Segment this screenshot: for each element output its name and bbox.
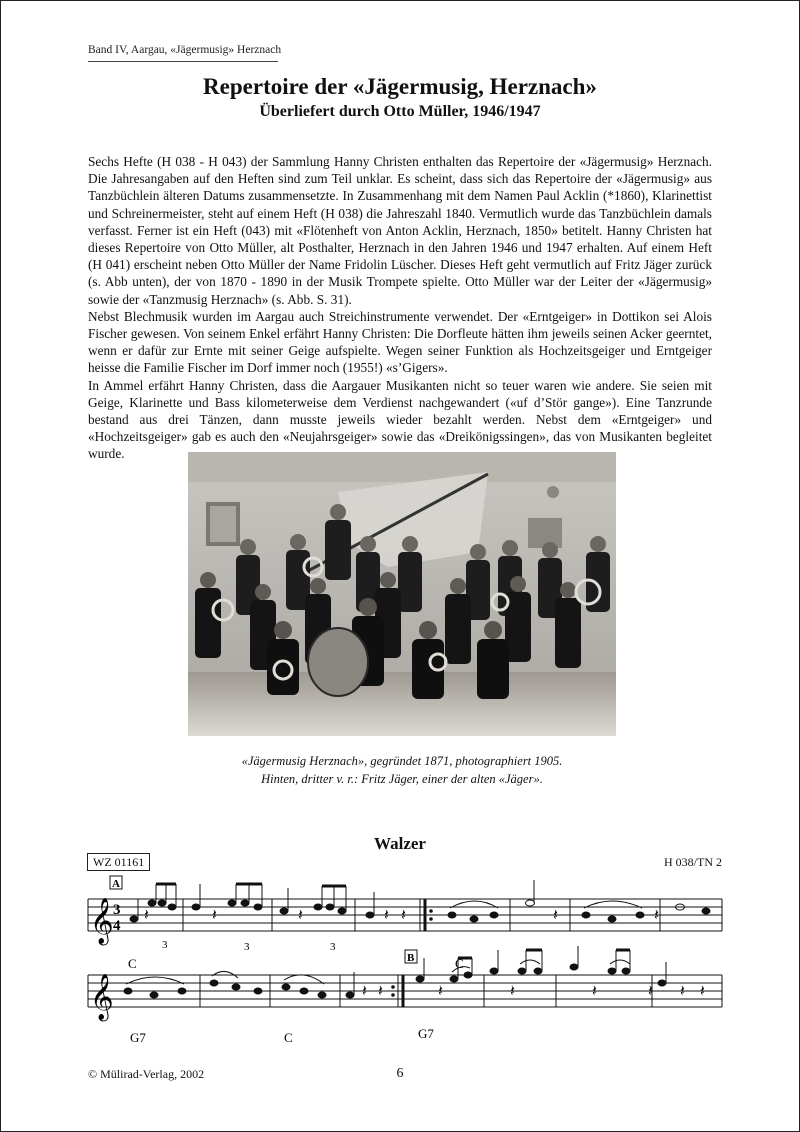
treble-clef-icon: 𝄞 <box>90 898 114 943</box>
svg-text:𝄽: 𝄽 <box>553 907 558 924</box>
chord-symbol: G7 <box>130 1030 146 1045</box>
svg-text:𝄽: 𝄽 <box>384 907 389 924</box>
svg-text:𝄽: 𝄽 <box>212 907 217 924</box>
notes-2 <box>124 946 666 998</box>
music-score <box>0 870 800 1045</box>
svg-text:𝄽: 𝄽 <box>144 907 149 924</box>
body-text <box>88 153 712 463</box>
chord-symbol: C <box>284 1030 293 1045</box>
rehearsal-mark-b: B <box>407 952 415 964</box>
svg-text:𝄽: 𝄽 <box>648 983 653 1000</box>
music-title: Walzer <box>374 834 426 853</box>
svg-text:𝄽: 𝄽 <box>654 907 659 924</box>
svg-text:𝄽: 𝄽 <box>362 983 367 1000</box>
svg-text:𝄽: 𝄽 <box>401 907 406 924</box>
svg-text:𝄽: 𝄽 <box>510 983 515 1000</box>
treble-clef-icon: 𝄞 <box>90 974 114 1019</box>
catalog-id-box: WZ 01161 <box>87 853 150 871</box>
paragraph: Nebst Blechmusik wurden im Aargau auch Streichinstrumente verwendet. Der «Erntgeiger» in Dottikon sei Alois Fischer gewesen. Von seinem Enkel erfährt Hanny Christen: Die Dorfleute hätten ihm jeweils seinen Acker geerntet, wenn er dafür zur Ernte mit seiner Geige aufspielte. Wegen seiner Funktion als Hochzeitsgeiger und Erntgeiger heisse die Familie Fischer im Dorf immer noch (1955!) «s’Gigers». <box>88 308 712 376</box>
slurs-2 <box>126 960 630 984</box>
band-rule <box>88 61 278 62</box>
chord-symbol: G7 <box>418 1026 434 1041</box>
page-title: Repertoire der «Jägermusig, Herznach» <box>203 74 597 99</box>
chord-symbol: C <box>128 956 137 971</box>
caption-line-2: Hinten, dritter v. r.: Fritz Jäger, einer der alten «Jäger». <box>261 772 543 786</box>
source-id: H 038/TN 2 <box>664 855 722 869</box>
page-subtitle: Überliefert durch Otto Müller, 1946/1947 <box>259 103 541 120</box>
caption-line-1: «Jägermusig Herznach», gegründet 1871, photographiert 1905. <box>241 754 563 768</box>
triplet-mark: 3 <box>244 941 250 953</box>
triplet-mark: 3 <box>162 939 168 951</box>
time-signature-bottom: 4 <box>113 918 121 934</box>
paragraph: Sechs Hefte (H 038 - H 043) der Sammlung Hanny Christen enthalten das Repertoire der «Jägermusig» Herznach. Die Jahresangaben auf den Heften sind zum Teil unklar. Es scheint, dass sich das Repertoire der «Jägermusig» aus Tanzbüchlein älteren Datums zusammensetzte. In Zusammenhang mit dem Namen Paul Acklin (*1860), Klarinettist und Schreinermeister, steht auf einem Heft (H 038) die Jahreszahl 1840. Vermutlich wurde das Tanzbüchlein damals verfasst. Ferner ist ein Heft (043) mit «Flötenheft von Anton Acklin, Herznach, 1850» betitelt. Hanny Christen hat dieses Repertoire von Otto Müller, alt Posthalter, Herznach in den Jahren 1946 und 1947 erhalten. Auf einem Heft (H 041) erscheint neben Otto Müller der Name Fridolin Lüscher. Dieses Heft geht vermutlich auf Fritz Jäger zurück (s. Abb unten), der von 1870 - 1890 in der Musik Trompete spielte. Otto Müller war der Leiter der «Jägermusig» sowie der «Tanzmusig Herznach» (s. Abb. S. 31). <box>88 154 712 307</box>
copyright: © Mülirad-Verlag, 2002 <box>88 1067 205 1081</box>
svg-text:𝄽: 𝄽 <box>680 983 685 1000</box>
band-label: Band IV, Aargau, «Jägermusig» Herznach <box>88 44 282 56</box>
chord-symbol: C <box>455 956 464 971</box>
svg-text:𝄽: 𝄽 <box>592 983 597 1000</box>
photo-caption <box>188 752 616 788</box>
time-signature-top: 3 <box>113 902 121 918</box>
svg-text:𝄽: 𝄽 <box>378 983 383 1000</box>
band-photograph-drawing <box>188 452 616 736</box>
page-number: 6 <box>396 1066 404 1081</box>
band-photograph <box>188 452 616 736</box>
svg-text:𝄽: 𝄽 <box>700 983 705 1000</box>
triplet-mark: 3 <box>330 941 336 953</box>
rehearsal-mark-a: A <box>112 878 120 890</box>
paragraph: In Ammel erfährt Hanny Christen, dass die Aargauer Musikanten nicht so teuer waren wie andere. Sie seien mit Geige, Klarinette und Bass kilometerweise dem Verdienst nachgewandert («uf d’Stör gange»). Eine Tanzrunde bestand aus drei Tänzen, dann musste jeweils wieder bezahlt werden. Nebst dem «Erntgeiger» und «Hochzeitsgeiger» gab es auch den «Neujahrsgeiger» sowie das «Dreikönigssingen», das von Musikanten begleitet wurde. <box>88 377 712 462</box>
svg-text:𝄽: 𝄽 <box>298 907 303 924</box>
svg-text:𝄽: 𝄽 <box>438 983 443 1000</box>
